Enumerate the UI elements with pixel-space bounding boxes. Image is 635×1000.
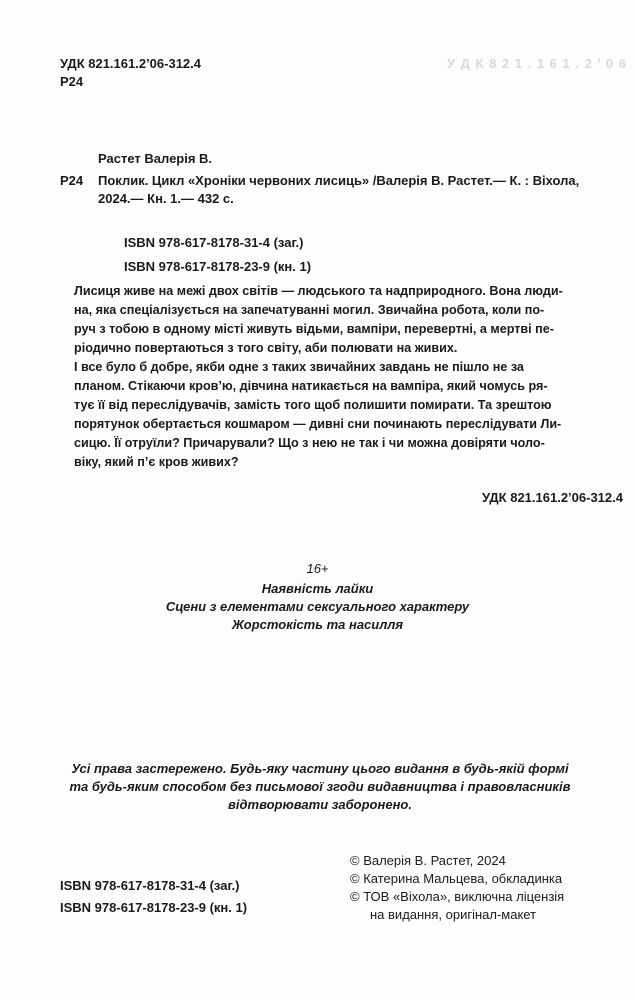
isbn-volume-bottom: ISBN 978-617-8178-23-9 (кн. 1)	[60, 900, 248, 915]
copyright-cover: © Катерина Мальцева, обкладинка	[350, 871, 563, 886]
isbn-volume: ISBN 978-617-8178-23-9 (кн. 1)	[124, 259, 312, 274]
isbn-block-main	[124, 234, 311, 276]
bib-description: Поклик. Цикл «Хроніки червоних лисиць» /Валерія В. Растет.— К. : Віхола, 2024.— Кн. 1.— 432 с.	[98, 173, 580, 206]
warning-item: Жорстокість та насилля	[231, 617, 404, 632]
udk-top-block	[60, 55, 201, 91]
copyright-block	[350, 852, 635, 924]
warning-item: Наявність лайки	[261, 581, 374, 596]
age-rating: 16+	[306, 561, 329, 576]
bbk-mark-side: Р24	[60, 173, 84, 188]
copyright-publisher-cont: на видання, оригінал-макет	[370, 907, 537, 922]
rights-reserved: Усі права застережено. Будь-яку частину цього видання в будь-якій формі та будь-яким способом без письмової згоди видавництва і правовласників відтворювати заборонено.	[69, 761, 571, 812]
udk-bottom: УДК 821.161.2’06-312.4	[481, 490, 623, 505]
content-warnings	[0, 560, 635, 634]
warning-item: Сцени з елементами сексуального характеру	[165, 599, 470, 614]
annotation: Лисиця живе на межі двох світів — людського та надприродного. Вона люди- на, яка спеціалізується на запечатуванні могил. Звичайна робота, коли по- руч з тобою в одному місті живуть відьми, вампіри, перевертні, а мертві пе- ріодично повертаються з того світу, аби полювати на живих. І все було б добре, якби одне з таких звичайних завдань не пішло не за планом. Стікаючи кров’ю, дівчина натикається на вампіра, який чомусь ря- тує її від переслідувачів, замість того щоб полишити помирати. Та зрештою порятунок обертається кошмаром — дивні сни починають переслідувати Ли- сицю. Її отруїли? Причарували? Що з нею не так і чи можна довіряти чоло- віку, який п’є кров живих?	[74, 284, 563, 469]
isbn-block-bottom	[60, 877, 247, 917]
copyright-author: © Валерія В. Растет, 2024	[350, 853, 506, 868]
author-name: Растет Валерія В.	[98, 151, 213, 166]
copyright-publisher: © ТОВ «Віхола», виключна ліцензія	[350, 889, 565, 904]
bbk-code: Р24	[60, 74, 84, 89]
bleed-through-text: У Д К 8 2 1 . 1 6 1 . 2 ’ 0 6	[446, 56, 627, 71]
udk-code: УДК 821.161.2’06-312.4	[60, 56, 202, 71]
isbn-general-bottom: ISBN 978-617-8178-31-4 (заг.)	[60, 878, 240, 893]
isbn-general: ISBN 978-617-8178-31-4 (заг.)	[124, 235, 304, 250]
